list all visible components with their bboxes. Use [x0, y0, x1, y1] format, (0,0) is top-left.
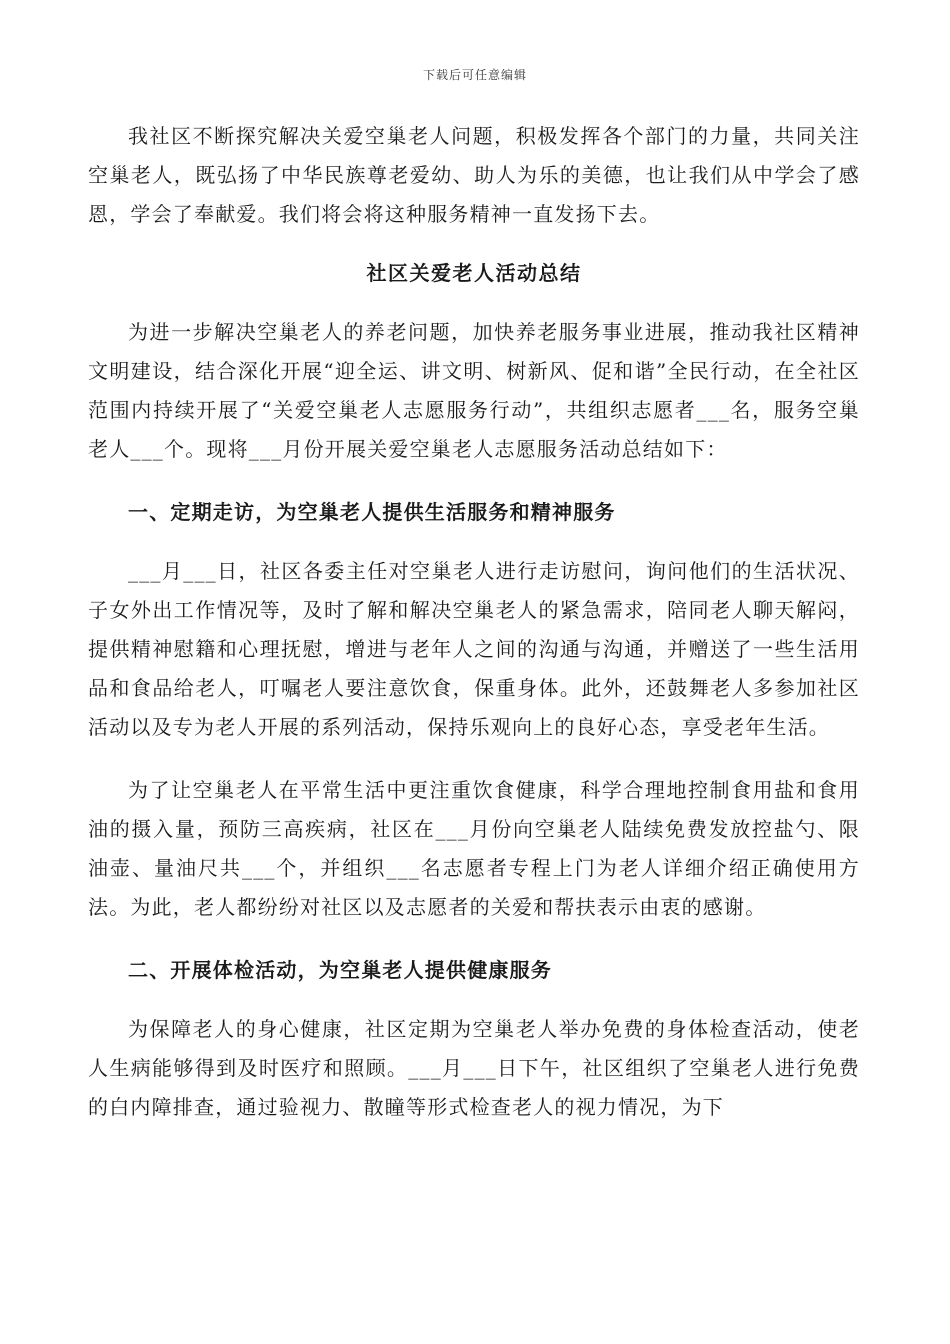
section-2-heading: 二、开展体检活动，为空巢老人提供健康服务 — [128, 958, 552, 982]
intro-paragraph: 我社区不断探究解决关爱空巢老人问题，积极发挥各个部门的力量，共同关注空巢老人，既弘扬了中华民族尊老爱幼、助人为乐的美德，也让我们从中学会了感恩，学会了奉献爱。我们将会将这种服务精神一直发扬下去。 — [88, 124, 860, 226]
section-2-paragraph-1: 为保障老人的身心健康，社区定期为空巢老人举办免费的身体检查活动，使老人生病能够得到及时医疗和照顾。___月___日下午，社区组织了空巢老人进行免费的白内障排查，通过验视力、散瞳等形式检查老人的视力情况，为下 — [88, 1017, 860, 1119]
section-1-paragraph-2: 为了让空巢老人在平常生活中更注重饮食健康，科学合理地控制食用盐和食用油的摄入量，预防三高疾病，社区在___月份向空巢老人陆续免费发放控盐勺、限油壶、量油尺共___个，并组织___名志愿者专程上门为老人详细介绍正确使用方法。为此，老人都纷纷对社区以及志愿者的关爱和帮扶表示由衷的感谢。 — [88, 778, 860, 919]
section-1-heading: 一、定期走访，为空巢老人提供生活服务和精神服务 — [128, 500, 616, 524]
page-header-note: 下载后可任意编辑 — [422, 68, 527, 82]
document-body — [88, 117, 860, 1127]
document-title: 社区关爱老人活动总结 — [366, 261, 582, 285]
opening-paragraph: 为进一步解决空巢老人的养老问题，加快养老服务事业进展，推动我社区精神文明建设，结合深化开展“迎全运、讲文明、树新风、促和谐”全民行动，在全社区范围内持续开展了“关爱空巢老人志愿服务行动”，共组织志愿者___名，服务空巢老人___个。现将___月份开展关爱空巢老人志愿服务活动总结如下： — [88, 320, 860, 461]
section-1-paragraph-1: ___月___日，社区各委主任对空巢老人进行走访慰问，询问他们的生活状况、子女外出工作情况等，及时了解和解决空巢老人的紧急需求，陪同老人聊天解闷，提供精神慰籍和心理抚慰，增进与老年人之间的沟通与沟通，并赠送了一些生活用品和食品给老人，叮嘱老人要注意饮食，保重身体。此外，还鼓舞老人多参加社区活动以及专为老人开展的系列活动，保持乐观向上的良好心态，享受老年生活。 — [88, 559, 860, 739]
